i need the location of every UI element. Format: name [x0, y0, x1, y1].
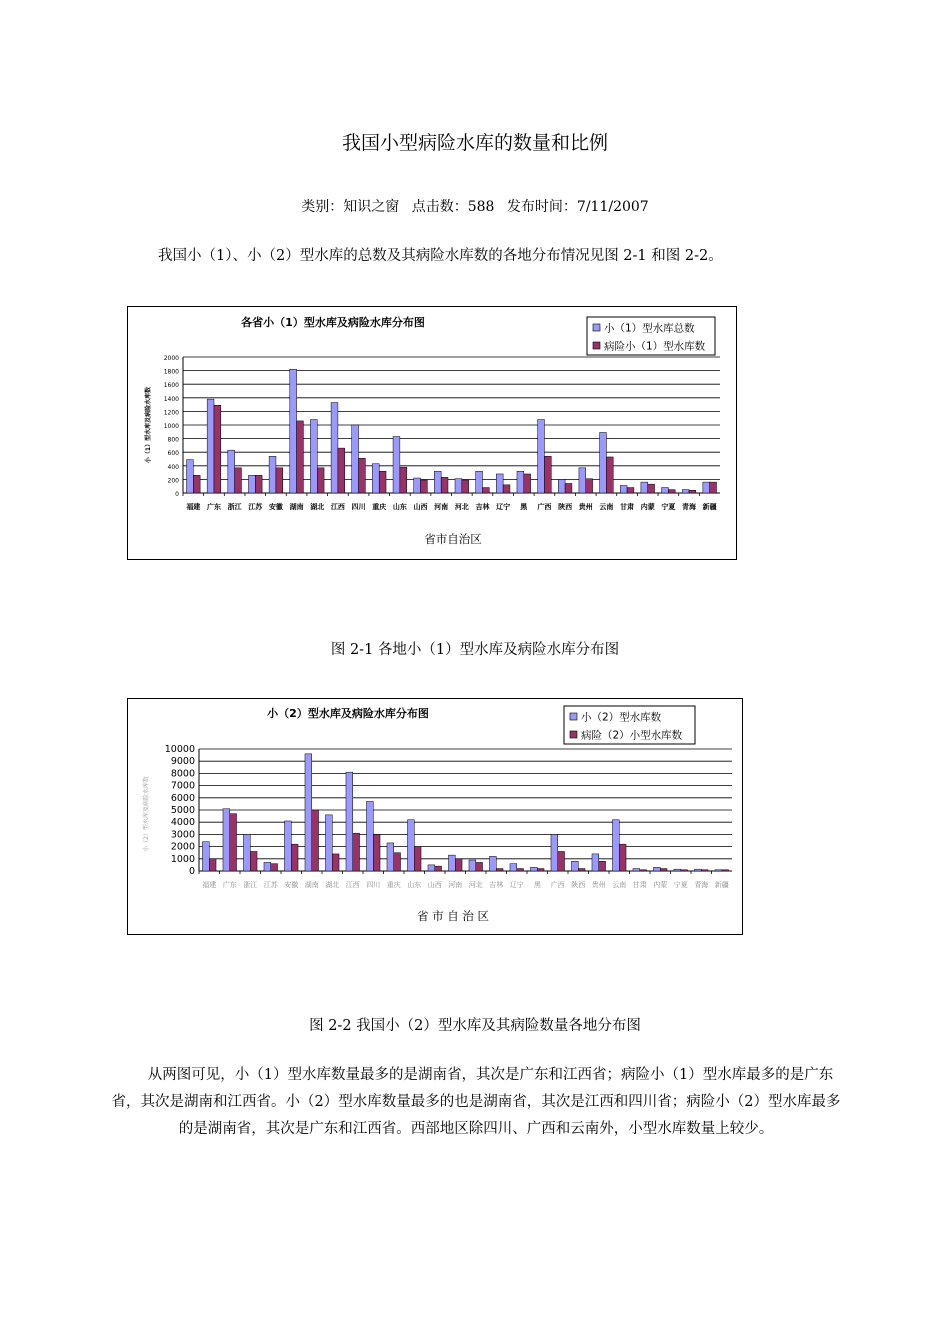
legend-swatch	[570, 713, 577, 720]
x-tick-label: 宁夏	[673, 881, 688, 889]
bar	[421, 480, 428, 493]
x-axis-title: 省 市 自 治 区	[416, 909, 490, 923]
x-tick-label: 广东	[222, 881, 237, 889]
x-tick-label: 河南	[434, 503, 449, 511]
bar	[400, 467, 407, 493]
figure-caption-2-2: 图 2-2 我国小（2）型水库及其病险数量各地分布图	[309, 1018, 641, 1034]
y-axis-title: 小（1）型水库及病险水库数	[145, 386, 152, 464]
x-tick-label: 内蒙	[640, 503, 655, 511]
bar	[565, 483, 572, 493]
bar	[394, 853, 401, 871]
x-tick-label: 辽宁	[496, 503, 511, 511]
x-tick-label: 甘肃	[632, 881, 647, 889]
x-tick-label: 河北	[468, 881, 483, 889]
bar	[586, 479, 593, 493]
bar	[620, 486, 627, 493]
bar	[187, 460, 194, 493]
y-tick-label: 1200	[163, 409, 179, 417]
x-tick-label: 贵州	[578, 503, 593, 511]
chart-legend	[587, 317, 715, 355]
x-tick-label: 吉林	[475, 503, 490, 511]
bar	[681, 870, 688, 871]
bar	[250, 851, 257, 871]
bar	[662, 488, 669, 493]
bar	[235, 468, 242, 493]
date-label: 发布时间：	[506, 199, 577, 215]
bar	[476, 862, 483, 871]
y-tick-label: 1600	[163, 382, 179, 390]
bar	[544, 456, 551, 493]
bar	[648, 484, 655, 493]
bar	[537, 869, 544, 871]
bar	[653, 867, 660, 871]
y-tick-label: 9000	[170, 756, 195, 768]
bar	[722, 870, 729, 871]
bar	[606, 457, 613, 493]
bar	[379, 471, 386, 493]
bar	[496, 474, 503, 493]
chart-2-svg	[128, 699, 742, 934]
x-tick-label: 福建	[202, 881, 217, 889]
bar	[689, 490, 696, 493]
bar	[482, 488, 489, 493]
bar	[496, 869, 503, 871]
bar	[674, 869, 681, 871]
bar	[353, 833, 360, 871]
bar	[694, 869, 701, 871]
bar	[701, 870, 708, 871]
bar	[331, 403, 338, 493]
x-tick-label: 安徽	[268, 503, 283, 511]
y-axis-title: 小（2）型水库及病险水库数	[143, 776, 150, 852]
y-tick-label: 7000	[170, 780, 195, 792]
bar	[517, 869, 524, 871]
bar	[441, 477, 448, 493]
bar	[346, 772, 353, 871]
y-tick-label: 3000	[170, 829, 195, 841]
bar	[291, 844, 298, 871]
x-tick-label: 江西	[345, 881, 360, 889]
x-tick-label: 广西	[550, 881, 565, 889]
y-tick-label: 0	[175, 491, 179, 498]
chart-title: 各省小（1）型水库及病险水库分布图	[241, 316, 425, 329]
y-tick-label: 2000	[163, 355, 179, 362]
bar	[317, 468, 324, 493]
bar	[297, 421, 304, 493]
x-tick-label: 内蒙	[653, 881, 668, 889]
bar	[428, 865, 435, 871]
x-tick-label: 宁夏	[661, 503, 676, 511]
x-tick-label: 四川	[351, 503, 366, 511]
x-tick-label: 江苏	[248, 503, 263, 511]
y-tick-label: 200	[167, 477, 179, 485]
bar	[455, 859, 462, 871]
clicks-meta	[412, 199, 495, 215]
date-meta	[507, 199, 649, 215]
legend-label: 病险（2）小型水库数	[581, 729, 683, 742]
x-tick-label: 湖北	[310, 503, 325, 511]
bar	[207, 399, 214, 493]
bar	[524, 474, 531, 493]
chart-title: 小（2）型水库及病险水库分布图	[267, 707, 429, 720]
x-tick-label: 广西	[537, 503, 552, 511]
chart-legend	[564, 706, 695, 744]
bar	[660, 869, 667, 871]
bar	[682, 490, 689, 493]
y-tick-label: 0	[188, 866, 195, 877]
bar	[579, 468, 586, 493]
legend-swatch	[593, 342, 600, 349]
bar	[230, 814, 237, 871]
conclusion-paragraph: 从两图可见，小（1）型水库数量最多的是湖南省，其次是广东和江西省；病险小（1）型水库最多的是广东省，其次是湖南和江西省。小（2）型水库数量最多的也是湖南省，其次是江西和四川省；病险小（2）型水库最多的是湖南省，其次是广东和江西省。西部地区除四川、广西和云南外，小型水库数量上较少。	[111, 1067, 841, 1137]
bar	[530, 867, 537, 871]
bar	[599, 861, 606, 871]
x-tick-label: 青海	[694, 881, 709, 889]
bar	[352, 425, 359, 493]
x-tick-label: 重庆	[372, 503, 387, 511]
bar	[414, 478, 421, 493]
figure-caption-2-1: 图 2-1 各地小（1）型水库及病险水库分布图	[330, 642, 620, 658]
bar	[469, 860, 476, 871]
x-tick-label: 河北	[454, 503, 469, 511]
bar	[558, 851, 565, 871]
y-tick-label: 1000	[170, 853, 195, 865]
intro-paragraph: 我国小（1）、小（2）型水库的总数及其病险水库数的各地分布情况见图 2-1 和图 2-2。	[158, 248, 723, 264]
bar	[517, 471, 524, 493]
legend-label: 病险小（1）型水库数	[604, 340, 706, 353]
x-tick-label: 安徽	[284, 881, 299, 889]
bar	[551, 834, 558, 871]
bar	[223, 809, 230, 871]
bar	[373, 834, 380, 871]
date-value: 7/11/2007	[576, 199, 649, 215]
legend-label: 小（1）型水库总数	[604, 322, 695, 335]
bar	[271, 864, 278, 871]
bar	[255, 475, 262, 493]
bar	[476, 471, 483, 493]
bar	[312, 810, 319, 871]
y-tick-label: 1400	[163, 395, 179, 403]
x-tick-label: 辽宁	[509, 881, 524, 889]
bar	[641, 482, 648, 493]
bar	[290, 369, 297, 493]
bar	[510, 864, 517, 871]
bar	[592, 854, 599, 871]
x-tick-label: 甘肃	[620, 503, 635, 511]
bar	[462, 480, 469, 493]
x-tick-label: 山西	[427, 881, 442, 889]
legend-label: 小（2）型水库数	[581, 711, 662, 724]
x-tick-label: 新疆	[714, 881, 729, 889]
x-tick-label: 新疆	[702, 503, 717, 511]
legend-swatch	[570, 731, 577, 738]
x-tick-label: 陕西	[571, 881, 586, 889]
y-tick-label: 8000	[170, 768, 195, 780]
y-tick-label: 1800	[163, 368, 179, 376]
bar	[434, 471, 441, 493]
chart-small-2-reservoirs	[127, 698, 743, 935]
y-tick-label: 10000	[164, 744, 195, 755]
bar	[338, 448, 345, 493]
x-tick-label: 湖北	[325, 881, 340, 889]
bar	[243, 834, 250, 871]
y-tick-label: 2000	[170, 841, 195, 853]
bar	[715, 870, 722, 871]
bar	[372, 464, 379, 493]
x-tick-label: 四川	[366, 881, 381, 889]
bar	[310, 420, 317, 493]
category-label: 类别：	[301, 199, 344, 215]
chart-1-svg	[128, 307, 736, 559]
bar	[276, 468, 283, 493]
article-meta	[0, 196, 950, 216]
x-tick-label: 云南	[612, 881, 627, 889]
x-tick-label: 贵州	[591, 881, 606, 889]
bar	[448, 855, 455, 871]
x-tick-label: 河南	[448, 881, 463, 889]
chart-small-1-reservoirs	[127, 306, 737, 560]
legend-swatch	[593, 324, 600, 331]
x-tick-label: 江西	[330, 503, 345, 511]
y-tick-label: 400	[167, 463, 179, 471]
x-tick-label: 重庆	[386, 881, 401, 889]
bar	[538, 420, 545, 493]
bar	[366, 801, 373, 871]
bar	[193, 475, 200, 493]
y-tick-label: 1000	[163, 423, 179, 430]
bar	[571, 861, 578, 871]
x-tick-label: 黑	[520, 503, 528, 511]
bar	[393, 437, 400, 493]
x-tick-label: 江苏	[263, 881, 278, 889]
bar	[640, 870, 647, 871]
x-axis-title: 省市自治区	[424, 532, 482, 546]
x-tick-label: 福建	[186, 503, 201, 511]
bar	[619, 844, 626, 871]
bar	[503, 485, 510, 493]
bar	[387, 843, 394, 871]
article-title: 我国小型病险水库的数量和比例	[341, 132, 608, 154]
y-tick-label: 5000	[170, 805, 195, 816]
x-tick-label: 浙江	[243, 881, 258, 889]
bar	[703, 482, 710, 493]
bar	[228, 450, 235, 493]
x-tick-label: 云南	[599, 503, 614, 511]
bar	[359, 458, 366, 493]
clicks-label: 点击数：	[411, 199, 468, 215]
x-tick-label: 浙江	[227, 503, 242, 511]
bar	[612, 820, 619, 871]
x-tick-label: 黑	[533, 881, 541, 889]
bar	[578, 869, 585, 871]
y-tick-label: 6000	[170, 792, 195, 804]
x-tick-label: 青海	[682, 503, 697, 511]
bar	[209, 859, 216, 871]
bar	[305, 754, 312, 871]
bar	[627, 488, 634, 493]
bar	[633, 869, 640, 871]
category-value: 知识之窗	[343, 199, 400, 215]
x-tick-label: 山东	[407, 881, 422, 889]
x-tick-label: 陕西	[558, 503, 573, 511]
bar	[325, 815, 332, 871]
bar	[435, 866, 442, 871]
bar	[202, 842, 209, 871]
category-meta	[301, 199, 399, 215]
bar	[284, 821, 291, 871]
x-tick-label: 吉林	[489, 881, 504, 889]
bar	[332, 854, 339, 871]
bar	[214, 405, 221, 493]
bar	[455, 479, 462, 493]
x-tick-label: 山西	[413, 503, 428, 511]
x-tick-label: 广东	[206, 503, 221, 511]
bar	[248, 475, 255, 493]
bar	[558, 479, 565, 493]
x-tick-label: 湖南	[304, 881, 319, 889]
bar	[668, 490, 675, 493]
y-tick-label: 800	[167, 436, 179, 444]
bar	[489, 856, 496, 871]
bar	[710, 482, 717, 493]
bar	[407, 820, 414, 871]
bar	[269, 456, 276, 493]
x-tick-label: 山东	[392, 503, 407, 511]
x-tick-label: 湖南	[289, 503, 304, 511]
y-tick-label: 4000	[170, 817, 195, 829]
y-tick-label: 600	[167, 450, 179, 458]
bar	[264, 862, 271, 871]
bar	[600, 432, 607, 493]
bar	[414, 847, 421, 871]
clicks-value: 588	[467, 199, 495, 215]
